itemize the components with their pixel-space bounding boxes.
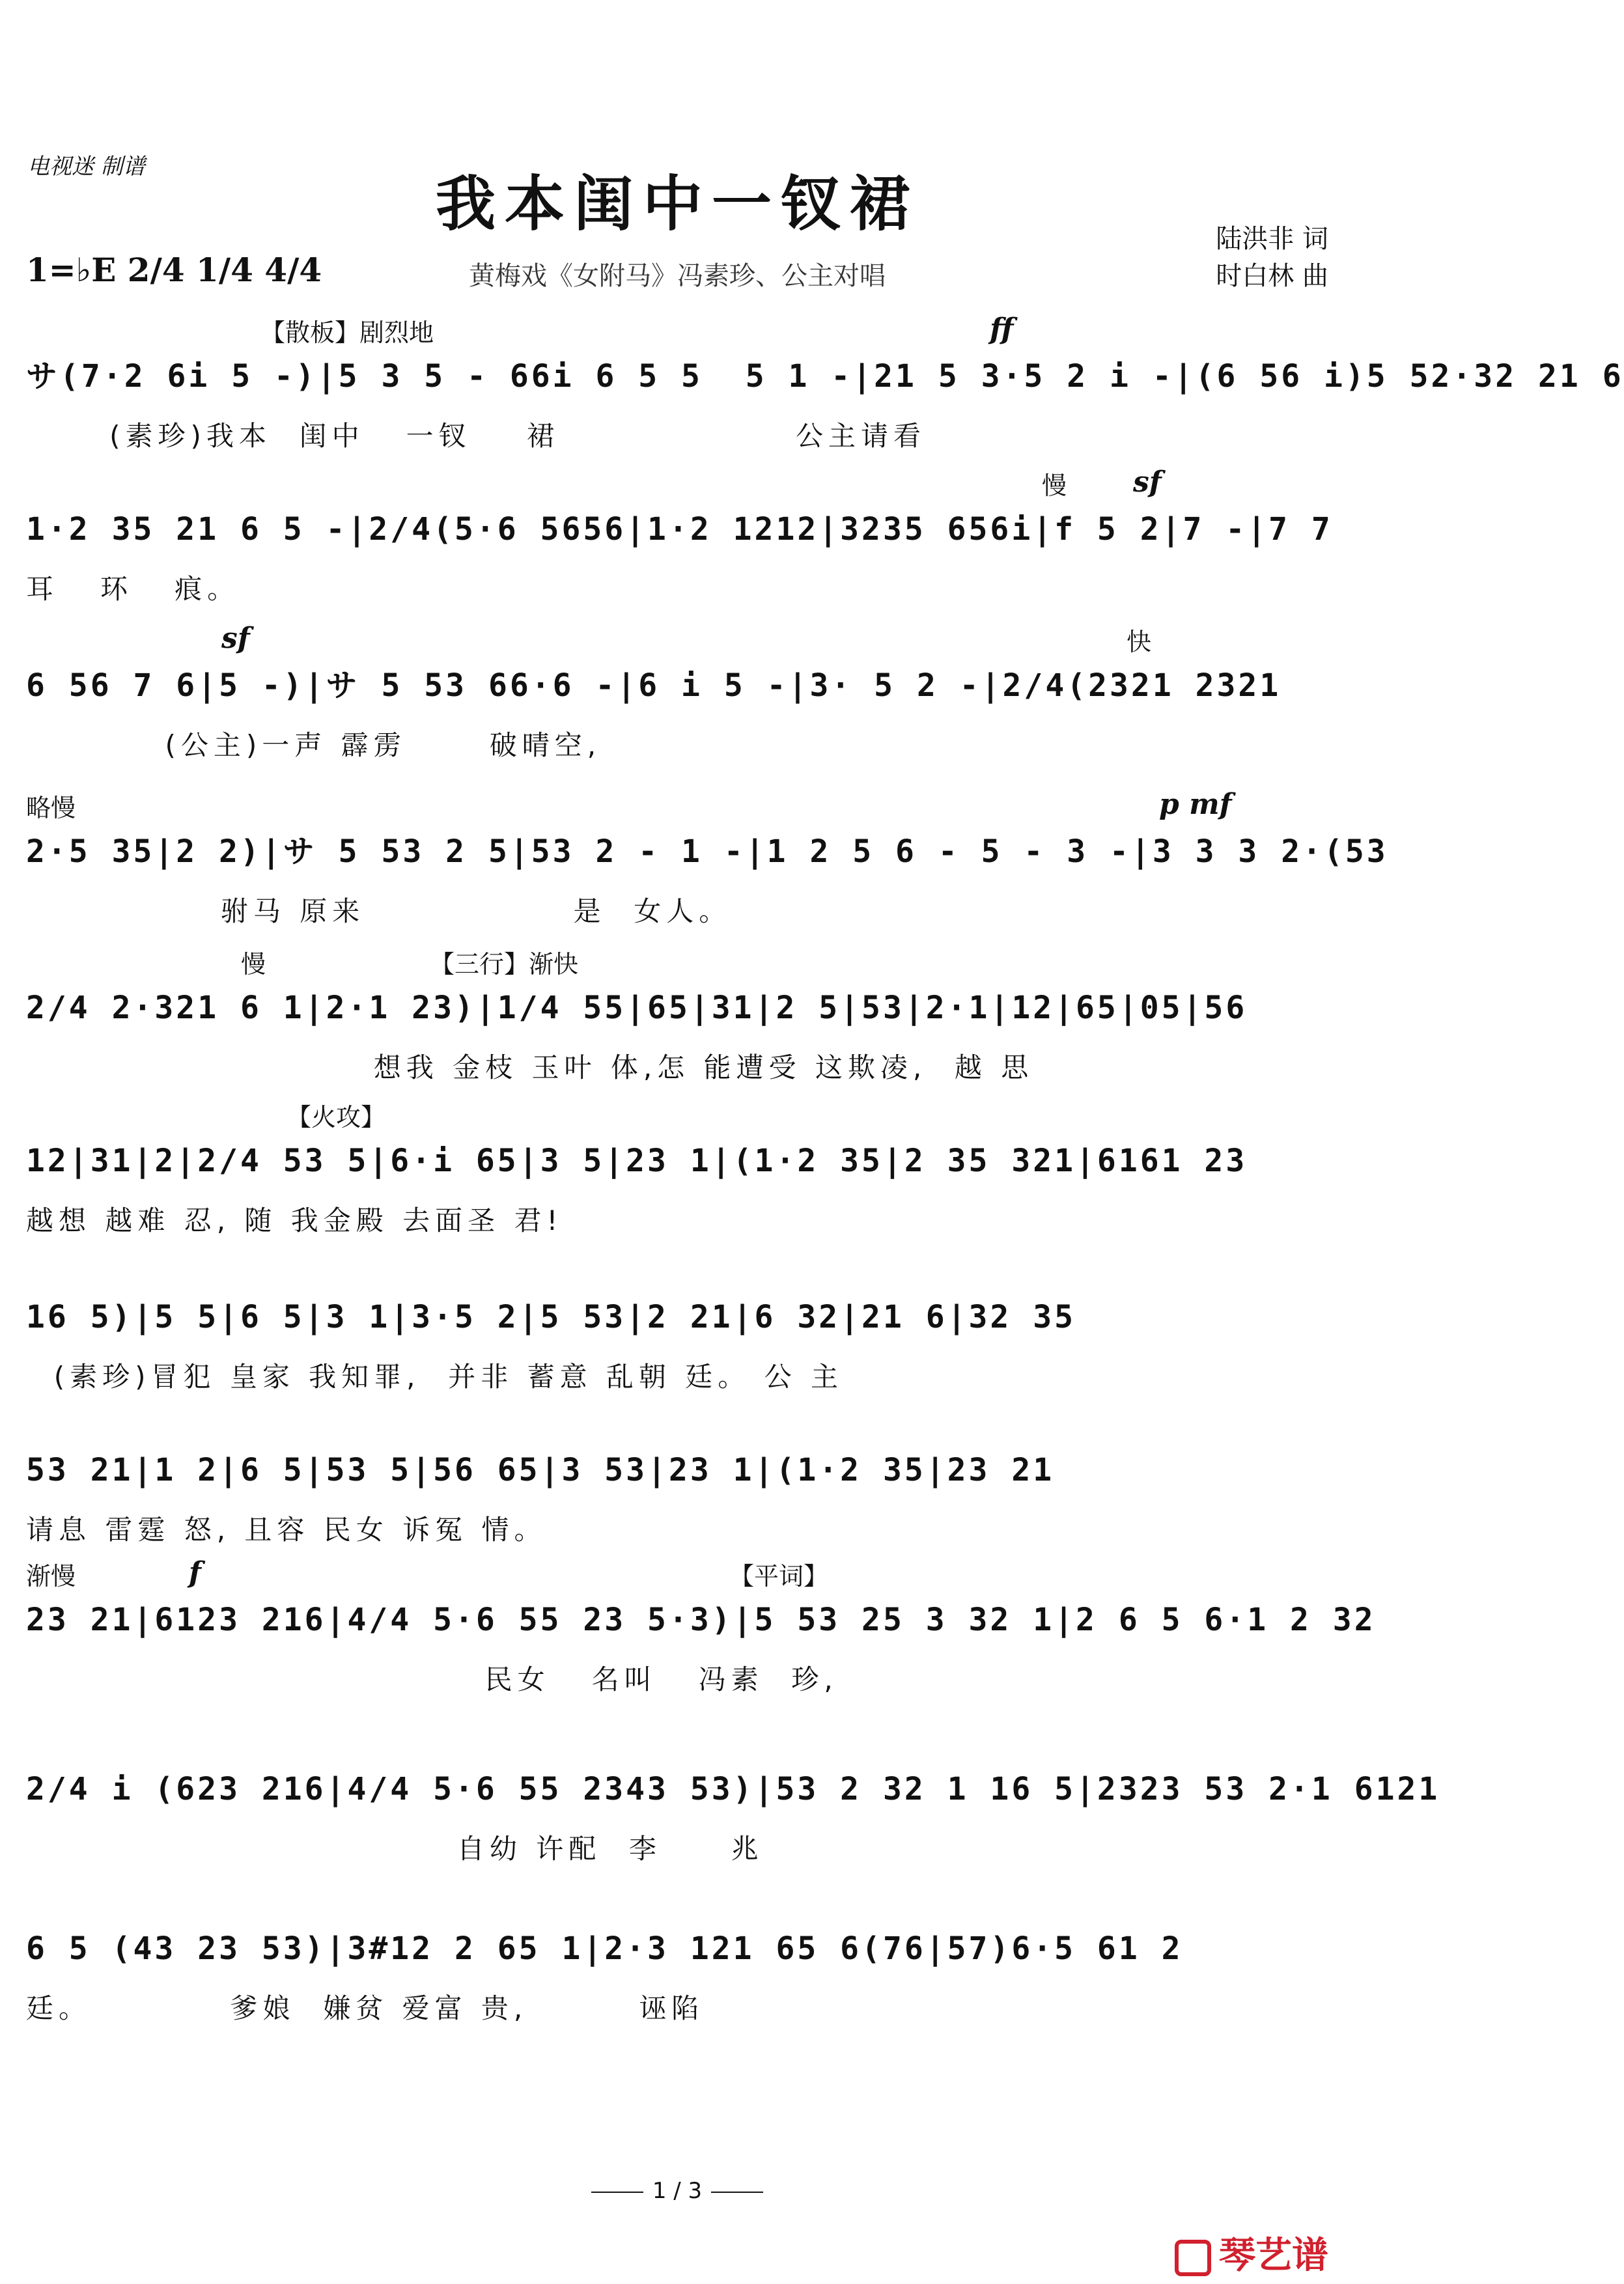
lyrics-line: (素珍)冒犯 皇家 我知罪, 并非 蓄意 乱朝 廷。 公 主 xyxy=(26,1361,843,1393)
lyrics-line: 民女 名叫 冯素 珍, xyxy=(26,1664,838,1695)
lyrics-line: 自幼 许配 李 兆 xyxy=(26,1833,764,1865)
lyricist-credit: 陆洪非 词 xyxy=(1216,224,1328,254)
tempo-annotation: 慢 xyxy=(1042,471,1067,500)
dynamic-marking: sf xyxy=(1133,466,1162,499)
lyrics-line: 耳 环 痕。 xyxy=(26,573,240,605)
lyrics-line: 越想 越难 忍, 随 我金殿 去面圣 君! xyxy=(26,1205,563,1236)
logo-text: 琴艺谱 xyxy=(1219,2235,1328,2277)
notation-line: 6 56 7 6|5 -)|サ 5 53 66·6 -|6 i 5 -|3· 5 2 -|2/4(2321 2321 xyxy=(26,667,1281,704)
site-logo xyxy=(1175,2227,1328,2279)
section-annotation: 【火攻】 xyxy=(287,1103,386,1132)
composer-credit: 时白林 曲 xyxy=(1216,261,1328,291)
notation-line: 6 5 (43 23 53)|3#12 2 65 1|2·3 121 65 6(76|57)6·5 61 2 xyxy=(26,1930,1183,1967)
lyrics-line: (公主)一声 霹雳 破晴空, xyxy=(26,729,602,761)
footer-rule-right xyxy=(711,2192,763,2193)
lyrics-line: 驸马 原来 是 女人。 xyxy=(26,895,732,927)
tempo-annotation: 渐慢 xyxy=(26,1562,76,1591)
lyrics-line: 想我 金枝 玉叶 体,怎 能遭受 这欺凌, 越 思 xyxy=(26,1051,1034,1083)
lyrics-line: (素珍)我本 闺中 一钗 裙 公主请看 xyxy=(26,420,926,452)
logo-icon xyxy=(1175,2240,1211,2276)
tempo-annotation: 快 xyxy=(1127,628,1152,656)
dynamic-marking: ff xyxy=(990,313,1014,346)
lyrics-line: 廷。 爹娘 嫌贫 爱富 贵, 诬陷 xyxy=(26,1992,705,2024)
footer-rule-left xyxy=(591,2192,643,2193)
tempo-annotation: 慢 xyxy=(241,950,266,979)
tempo-annotation: 略慢 xyxy=(26,794,76,822)
notation-line: 2·5 35|2 2)|サ 5 53 2 5|53 2 - 1 -|1 2 5 6 - 5 - 3 -|3 3 3 2·(53 xyxy=(26,833,1388,870)
transcriber-tag: 电视迷 制谱 xyxy=(27,154,145,180)
notation-line: 23 21|6123 216|4/4 5·6 55 23 5·3)|5 53 25 3 32 1|2 6 5 6·1 2 32 xyxy=(26,1602,1376,1638)
lyrics-line: 请息 雷霆 怒, 且容 民女 诉冤 情。 xyxy=(26,1514,547,1546)
notation-line: 1·2 35 21 6 5 -|2/4(5·6 5656|1·2 1212|3235 656i|f 5 2|7 -|7 7 xyxy=(26,511,1333,548)
dynamic-marking: p mf xyxy=(1159,788,1232,821)
key-signature: 1=♭E 2/4 1/4 4/4 xyxy=(26,251,322,289)
notation-line: 2/4 2·321 6 1|2·1 23)|1/4 55|65|31|2 5|53|2·1|12|65|05|56 xyxy=(26,990,1248,1026)
page-footer xyxy=(0,2178,1354,2204)
section-annotation: 【三行】渐快 xyxy=(430,950,579,979)
notation-line: 16 5)|5 5|6 5|3 1|3·5 2|5 53|2 21|6 32|21 6|32 35 xyxy=(26,1299,1076,1335)
page-number: 1 / 3 xyxy=(652,2178,703,2204)
section-annotation: 【平词】 xyxy=(729,1562,829,1591)
page-title: 我本闺中一钗裙 xyxy=(435,169,919,239)
notation-line: 12|31|2|2/4 53 5|6·i 65|3 5|23 1|(1·2 35|2 35 321|6161 23 xyxy=(26,1143,1248,1179)
subtitle: 黄梅戏《女附马》冯素珍、公主对唱 xyxy=(469,261,886,291)
dynamic-marking: sf xyxy=(221,622,250,655)
dynamic-marking: f xyxy=(189,1556,201,1589)
notation-line: サ(7·2 6i 5 -)|5 3 5 - 66i 6 5 5 5 1 -|21 5 3·5 2 i -|(6 56 i)5 52·32 21 6 xyxy=(26,358,1624,395)
tempo-annotation: 【散板】剧烈地 xyxy=(260,318,434,347)
notation-line: 2/4 i (623 216|4/4 5·6 55 2343 53)|53 2 32 1 16 5|2323 53 2·1 6121 xyxy=(26,1771,1440,1807)
notation-line: 53 21|1 2|6 5|53 5|56 65|3 53|23 1|(1·2 35|23 21 xyxy=(26,1452,1055,1488)
